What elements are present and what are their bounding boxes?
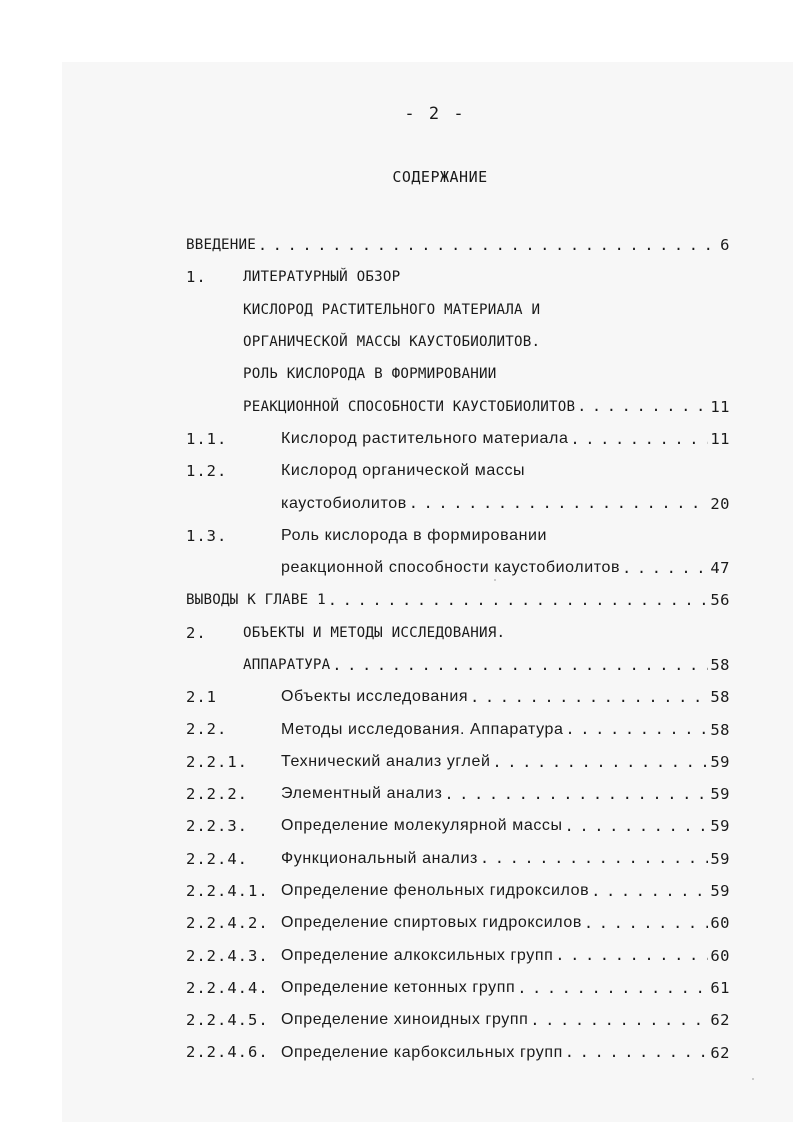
toc-entry-page: 56 <box>710 591 730 610</box>
toc-entry-text-line <box>281 940 730 972</box>
toc-entry-page: 62 <box>710 1043 730 1062</box>
toc-entry-number: 2.2.4.2. <box>186 914 269 933</box>
toc-entry-number: 2.2.2. <box>186 785 248 804</box>
toc-entry-text-line <box>281 778 730 810</box>
toc-entry-page: 62 <box>710 1011 730 1030</box>
toc-entry-line <box>186 713 730 745</box>
toc-entry-title: ВВЕДЕНИЕ <box>186 237 256 254</box>
dot-leader <box>566 720 709 739</box>
dot-leader <box>577 397 708 416</box>
dot-leader <box>565 817 709 836</box>
toc-entry-title: Функциональный анализ <box>281 849 478 867</box>
toc-entry-number: 1.1. <box>186 429 228 448</box>
toc-entry-text-line <box>243 326 730 358</box>
toc-entry-line <box>186 746 730 778</box>
toc-entry-page: 20 <box>710 494 730 513</box>
toc-entry-line <box>186 1036 730 1068</box>
table-of-contents <box>186 229 730 1069</box>
toc-entry-line <box>186 940 730 972</box>
toc-entry-title: Определение хиноидных групп <box>281 1011 529 1029</box>
toc-entry-number: 2.2.4.5. <box>186 1011 269 1030</box>
toc-entry-page: 59 <box>710 817 730 836</box>
page-number: - 2 - <box>404 104 466 124</box>
toc-entry-title: Определение кетонных групп <box>281 978 516 996</box>
toc-entry-text-line <box>243 294 730 326</box>
toc-entry-text-line <box>281 681 730 713</box>
dot-leader <box>570 430 708 449</box>
toc-entry-line <box>186 423 730 455</box>
toc-entry-page: 59 <box>710 785 730 804</box>
toc-entry-line <box>186 617 730 649</box>
dot-leader <box>258 236 718 255</box>
toc-entry-page: 47 <box>710 559 730 578</box>
toc-entry-number: 2.2.4.1. <box>186 881 269 900</box>
toc-entry-line <box>186 520 730 552</box>
toc-entry-text-line <box>243 649 730 681</box>
toc-entry-title: Определение карбоксильных групп <box>281 1043 563 1061</box>
toc-entry-text-line <box>186 584 730 616</box>
toc-entry-line <box>186 261 730 293</box>
dot-leader <box>470 688 708 707</box>
toc-entry-page: 11 <box>710 397 730 416</box>
toc-entry-title: реакционной способности каустобиолитов <box>281 559 621 577</box>
dot-leader <box>591 882 708 901</box>
toc-entry-page: 58 <box>710 720 730 739</box>
toc-entry-text-line <box>243 358 730 390</box>
dot-leader <box>444 785 708 804</box>
toc-entry-page: 58 <box>710 656 730 674</box>
toc-entry-line <box>186 455 730 487</box>
toc-entry-number: 1. <box>186 268 207 287</box>
toc-entry-number: 2.2.4.6. <box>186 1043 269 1062</box>
toc-entry-text-line <box>281 520 730 552</box>
toc-entry-title: Кислород растительного материала <box>281 429 569 447</box>
toc-entry-text-line <box>186 229 730 261</box>
toc-entry-text-line <box>281 552 730 584</box>
toc-entry-title: Методы исследования. Аппаратура <box>281 720 564 738</box>
dot-leader <box>555 946 708 965</box>
toc-entry-text-line <box>281 907 730 939</box>
toc-entry-number: 2.2.3. <box>186 817 248 836</box>
toc-entry-page: 60 <box>710 914 730 933</box>
dot-leader <box>328 591 708 610</box>
dot-leader <box>409 494 709 513</box>
toc-entry-title: ОБЪЕКТЫ И МЕТОДЫ ИССЛЕДОВАНИЯ. <box>243 624 506 641</box>
toc-entry-title: КИСЛОРОД РАСТИТЕЛЬНОГО МАТЕРИАЛА И <box>243 301 541 318</box>
toc-entry-title: АППАРАТУРА <box>243 657 331 673</box>
toc-entry-line <box>186 972 730 1004</box>
toc-entry-number: 2.2.4.3. <box>186 946 269 965</box>
toc-entry-line <box>186 843 730 875</box>
toc-entry-title: Определение молекулярной массы <box>281 817 563 835</box>
toc-entry-line <box>186 552 730 584</box>
toc-entry-text-line <box>281 487 730 519</box>
toc-entry-title: ЛИТЕРАТУРНЫЙ ОБЗОР <box>243 269 401 286</box>
toc-entry-title: Определение спиртовых гидроксилов <box>281 914 582 932</box>
toc-entry-number: 2.2.1. <box>186 752 248 771</box>
toc-title: СОДЕРЖАНИЕ <box>392 168 488 186</box>
toc-entry-title: ВЫВОДЫ К ГЛАВЕ 1 <box>186 592 326 609</box>
toc-entry-title: Элементный анализ <box>281 785 443 803</box>
toc-entry-number: 1.2. <box>186 462 228 481</box>
toc-entry-line <box>186 584 730 616</box>
toc-entry-number: 2.2.4. <box>186 849 248 868</box>
toc-entry-line <box>186 778 730 810</box>
toc-entry-line <box>186 907 730 939</box>
toc-entry-number: 1.3. <box>186 526 228 545</box>
toc-entry-line <box>186 294 730 326</box>
toc-entry-page: 61 <box>710 978 730 997</box>
toc-entry-text-line <box>281 746 730 778</box>
toc-entry-title: Определение фенольных гидроксилов <box>281 882 590 900</box>
toc-entry-page: 60 <box>710 946 730 965</box>
dot-leader <box>530 1011 708 1030</box>
toc-entry-line <box>186 1004 730 1036</box>
toc-entry-number: 2.2.4.4. <box>186 978 269 997</box>
dot-leader <box>565 1043 708 1062</box>
toc-entry-title: РОЛЬ КИСЛОРОДА В ФОРМИРОВАНИИ <box>243 366 497 383</box>
toc-entry-text-line <box>281 455 730 487</box>
toc-entry-number: 2.1 <box>186 688 217 707</box>
toc-entry-title: Объекты исследования <box>281 688 469 706</box>
toc-entry-number: 2. <box>186 623 207 642</box>
toc-entry-text-line <box>281 972 730 1004</box>
toc-entry-text-line <box>281 875 730 907</box>
dot-leader <box>584 914 708 933</box>
scan-speck <box>494 579 496 581</box>
toc-entry-text-line <box>243 261 730 293</box>
toc-entry-title: Кислород органической массы <box>281 462 526 480</box>
toc-entry-text-line <box>281 713 730 745</box>
toc-entry-page: 58 <box>710 688 730 707</box>
dot-leader <box>480 849 708 868</box>
toc-entry-page: 6 <box>720 236 730 255</box>
toc-entry-text-line <box>281 810 730 842</box>
toc-entry-line <box>186 681 730 713</box>
toc-entry-text-line <box>243 617 730 649</box>
dot-leader <box>332 656 708 675</box>
toc-entry-title: РЕАКЦИОННОЙ СПОСОБНОСТИ КАУСТОБИОЛИТОВ <box>243 398 576 415</box>
toc-entry-page: 11 <box>710 429 730 448</box>
toc-entry-text-line <box>281 1036 730 1068</box>
dot-leader <box>493 753 709 772</box>
toc-entry-text-line <box>281 1004 730 1036</box>
toc-entry-page: 59 <box>710 882 730 901</box>
toc-entry-line <box>186 326 730 358</box>
toc-entry-text-line <box>243 390 730 422</box>
toc-entry-title: Технический анализ углей <box>281 752 491 770</box>
toc-entry-page: 59 <box>710 849 730 868</box>
toc-entry-line <box>186 390 730 422</box>
toc-entry-line <box>186 358 730 390</box>
toc-entry-line <box>186 810 730 842</box>
toc-entry-line <box>186 487 730 519</box>
toc-entry-line <box>186 229 730 261</box>
toc-entry-title: Определение алкоксильных групп <box>281 946 554 964</box>
toc-entry-line <box>186 875 730 907</box>
toc-entry-title: Роль кислорода в формировании <box>281 526 548 544</box>
toc-entry-title: каустобиолитов <box>281 494 407 512</box>
toc-entry-line <box>186 649 730 681</box>
dot-leader <box>622 559 708 578</box>
toc-entry-title: ОРГАНИЧЕСКОЙ МАССЫ КАУСТОБИОЛИТОВ. <box>243 334 541 351</box>
toc-entry-text-line <box>281 423 730 455</box>
toc-entry-page: 59 <box>710 752 730 771</box>
toc-entry-number: 2.2. <box>186 720 228 739</box>
scan-speck <box>752 1078 754 1080</box>
toc-entry-text-line <box>281 843 730 875</box>
dot-leader <box>517 979 708 998</box>
